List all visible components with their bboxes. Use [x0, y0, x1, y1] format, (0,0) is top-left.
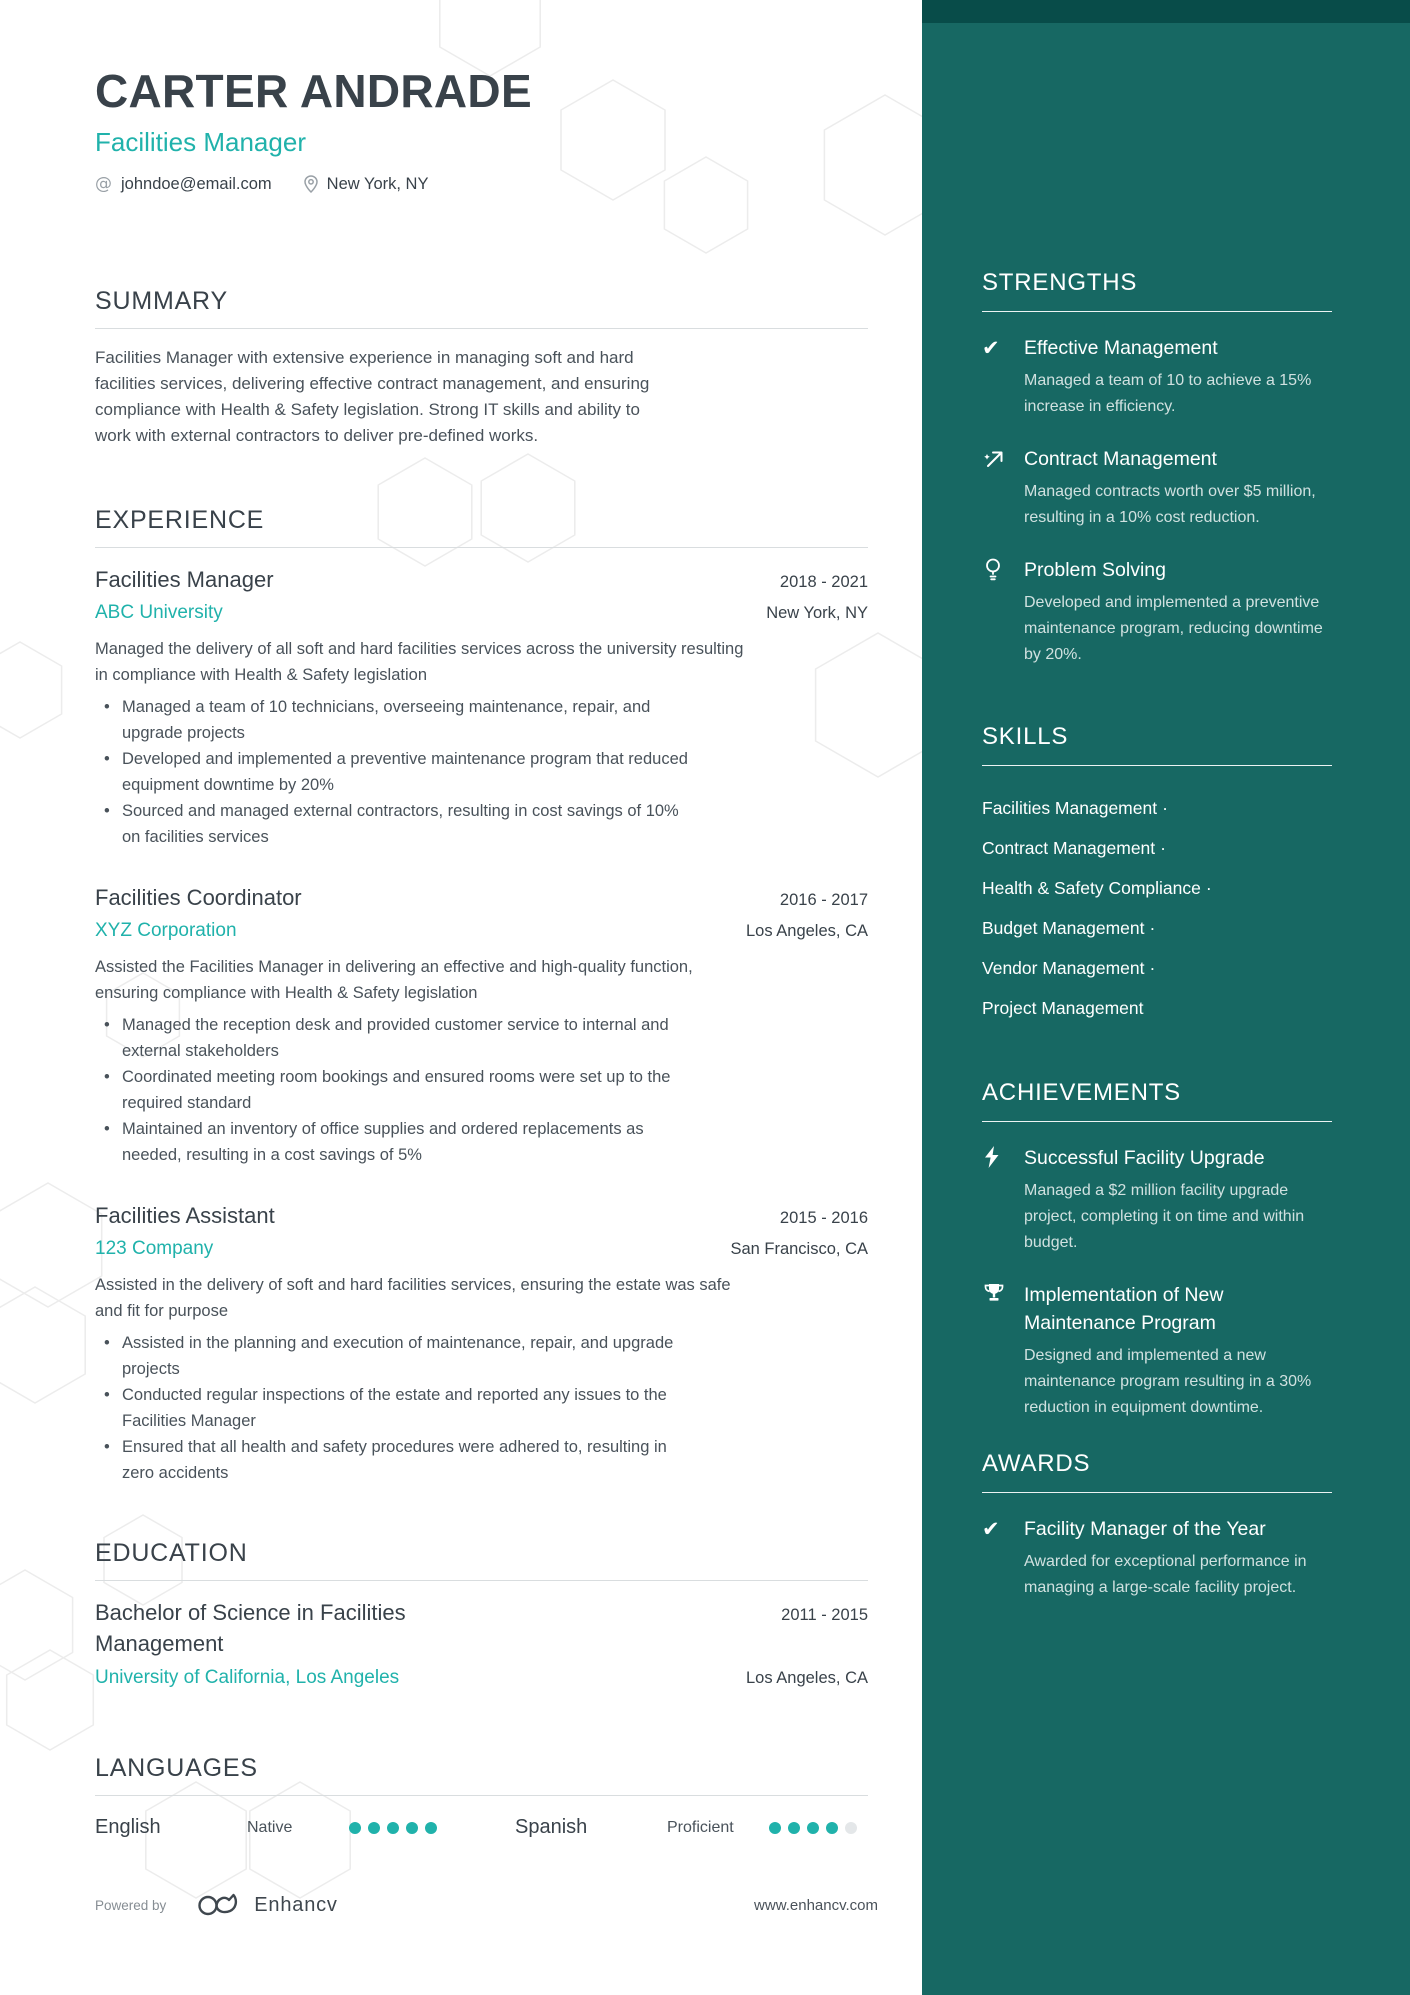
achievement-item [982, 1281, 1332, 1421]
main-column [95, 0, 868, 1839]
section-rule [95, 328, 868, 329]
job-bullet: • Assisted in the planning and execution of maintenance, repair, and upgrade projects [95, 1330, 690, 1382]
job-location: San Francisco, CA [730, 1240, 868, 1258]
job-entry [95, 566, 868, 850]
location-pin-icon [304, 175, 318, 193]
strength-title: Problem Solving [1024, 559, 1166, 581]
skill-separator: · [1160, 838, 1166, 858]
job-description: Assisted the Facilities Manager in delivering an effective and high-quality function, ensuring compliance with Health & Safety legislation [95, 958, 693, 1002]
education-entry [95, 1597, 868, 1691]
language-level: Proficient [667, 1818, 734, 1836]
footer [95, 1892, 878, 1918]
section-rule [95, 1795, 868, 1796]
contact-row [95, 174, 868, 194]
skill-item: Facilities Management · [982, 798, 1168, 818]
skill-item: Budget Management · [982, 918, 1156, 938]
job-entry [95, 884, 868, 1168]
achievements-section [982, 1078, 1332, 1421]
check-icon: ✔ [982, 1517, 1000, 1541]
candidate-job-title: Facilities Manager [95, 127, 306, 157]
language-level: Native [247, 1818, 293, 1836]
job-title: Facilities Manager [95, 567, 274, 592]
website-url[interactable]: www.enhancv.com [754, 1896, 878, 1914]
skills-heading: SKILLS [982, 723, 1069, 750]
job-bullet: • Developed and implemented a preventive maintenance program that reduced equipment downtime by 20% [95, 746, 690, 798]
email-value[interactable]: johndoe@email.com [121, 174, 272, 193]
check-icon: ✔ [982, 336, 1000, 360]
strengths-heading: STRENGTHS [982, 269, 1138, 296]
strength-description: Managed contracts worth over $5 million, resulting in a 10% cost reduction. [1024, 483, 1316, 526]
trend-arrow-icon [982, 445, 1009, 531]
strength-description: Managed a team of 10 to achieve a 15% increase in efficiency. [1024, 372, 1312, 415]
awards-heading: AWARDS [982, 1450, 1091, 1477]
education-section [95, 1538, 868, 1691]
languages-row [95, 1816, 868, 1839]
strength-item [982, 556, 1332, 668]
skill-separator: · [1205, 878, 1212, 898]
job-bullet: • Managed a team of 10 technicians, overseeing maintenance, repair, and upgrade projects [95, 694, 690, 746]
experience-heading: EXPERIENCE [95, 506, 265, 534]
section-rule [95, 1580, 868, 1581]
job-bullet: • Maintained an inventory of office supplies and ordered replacements as needed, resulting in a cost savings of 5% [95, 1116, 690, 1168]
strengths-section [982, 268, 1332, 668]
powered-by-label: Powered by [95, 1897, 167, 1913]
job-dates: 2018 - 2021 [779, 573, 868, 591]
strength-item [982, 445, 1332, 531]
achievements-heading: ACHIEVEMENTS [982, 1079, 1181, 1106]
achievement-item [982, 1144, 1332, 1256]
achievement-description: Designed and implemented a new maintenance program resulting in a 30% reduction in equipment downtime. [1024, 1347, 1312, 1416]
language-proficiency-dots [769, 1822, 857, 1834]
sidebar-section-rule [982, 1121, 1332, 1122]
achievement-title: Implementation of New Maintenance Program [1024, 1284, 1224, 1334]
job-description: Assisted in the delivery of soft and hard facilities services, ensuring the estate was safe and fit for purpose [95, 1276, 731, 1320]
email-icon: @ [95, 174, 112, 194]
language-name: Spanish [515, 1816, 588, 1838]
skill-separator: · [1149, 958, 1156, 978]
job-bullet: • Sourced and managed external contractors, resulting in cost savings of 10% on facilities services [95, 798, 690, 850]
strength-description: Developed and implemented a preventive maintenance program, reducing downtime by 20%. [1024, 594, 1323, 663]
sidebar-section-rule [982, 765, 1332, 766]
school-name: University of California, Los Angeles [95, 1667, 400, 1688]
skill-item: Contract Management · [982, 838, 1166, 858]
language-proficiency-dots [349, 1822, 437, 1834]
job-bullet: • Conducted regular inspections of the estate and reported any issues to the Facilities Manager [95, 1382, 690, 1434]
job-dates: 2015 - 2016 [779, 1209, 868, 1227]
summary-heading: SUMMARY [95, 287, 228, 315]
section-rule [95, 547, 868, 548]
job-entry [95, 1202, 868, 1486]
sidebar [922, 0, 1410, 1995]
job-bullets [95, 1012, 690, 1168]
job-location: New York, NY [766, 604, 868, 622]
skill-item: Vendor Management · [982, 958, 1156, 978]
enhancv-logo-icon [196, 1892, 242, 1918]
job-company: 123 Company [95, 1238, 214, 1259]
awards-section [982, 1449, 1332, 1601]
language-item [95, 1816, 490, 1839]
language-item [515, 1816, 857, 1839]
trophy-icon [982, 1281, 1009, 1421]
language-name: English [95, 1816, 161, 1838]
job-bullets [95, 694, 690, 850]
sidebar-section-rule [982, 311, 1332, 312]
job-bullets [95, 1330, 690, 1486]
job-bullet: • Ensured that all health and safety procedures were adhered to, resulting in zero accidents [95, 1434, 690, 1486]
job-description: Managed the delivery of all soft and hard facilities services across the university resulting in compliance with Health & Safety legislation [95, 640, 744, 684]
strength-title: Contract Management [1024, 448, 1217, 470]
skill-separator: · [1149, 918, 1156, 938]
award-title: Facility Manager of the Year [1024, 1518, 1266, 1540]
languages-section [95, 1753, 868, 1839]
job-bullet: • Coordinated meeting room bookings and ensured rooms were set up to the required standard [95, 1064, 690, 1116]
languages-heading: LANGUAGES [95, 1754, 258, 1782]
job-company: XYZ Corporation [95, 920, 237, 941]
job-title: Facilities Coordinator [95, 885, 302, 910]
achievement-description: Managed a $2 million facility upgrade project, completing it on time and within budget. [1024, 1182, 1305, 1251]
job-bullet: • Managed the reception desk and provided customer service to internal and external stakeholders [95, 1012, 690, 1064]
award-item [982, 1515, 1332, 1601]
skills-section [982, 722, 1332, 1028]
skill-separator: · [1162, 798, 1168, 818]
strength-item [982, 334, 1332, 420]
enhancv-brand-text[interactable]: Enhancv [254, 1893, 338, 1916]
education-dates: 2011 - 2015 [781, 1606, 868, 1624]
award-description: Awarded for exceptional performance in managing a large-scale facility project. [1024, 1553, 1307, 1596]
education-heading: EDUCATION [95, 1539, 248, 1567]
job-location: Los Angeles, CA [746, 922, 868, 940]
summary-section [95, 286, 868, 449]
sidebar-section-rule [982, 1492, 1332, 1493]
summary-text: Facilities Manager with extensive experience in managing soft and hard facilities services, delivering effective contract management, and ensuring compliance with Health & Safety legislation. Strong IT skills and ability to work with external contractors to deliver pre-defined works. [95, 348, 650, 445]
location-value: New York, NY [326, 174, 429, 193]
lightbulb-icon [982, 556, 1009, 668]
lightning-bolt-icon [982, 1144, 1009, 1256]
strength-title: Effective Management [1024, 337, 1218, 359]
job-company: ABC University [95, 602, 223, 623]
degree-title: Bachelor of Science in Facilities Management [95, 1600, 406, 1656]
skill-item: Health & Safety Compliance · [982, 878, 1212, 898]
candidate-name: CARTER ANDRADE [95, 65, 532, 117]
education-location: Los Angeles, CA [746, 1669, 868, 1687]
job-title: Facilities Assistant [95, 1203, 275, 1228]
job-dates: 2016 - 2017 [779, 891, 868, 909]
achievement-title: Successful Facility Upgrade [1024, 1147, 1265, 1169]
experience-section [95, 505, 868, 1486]
skill-item: Project Management [982, 998, 1144, 1018]
